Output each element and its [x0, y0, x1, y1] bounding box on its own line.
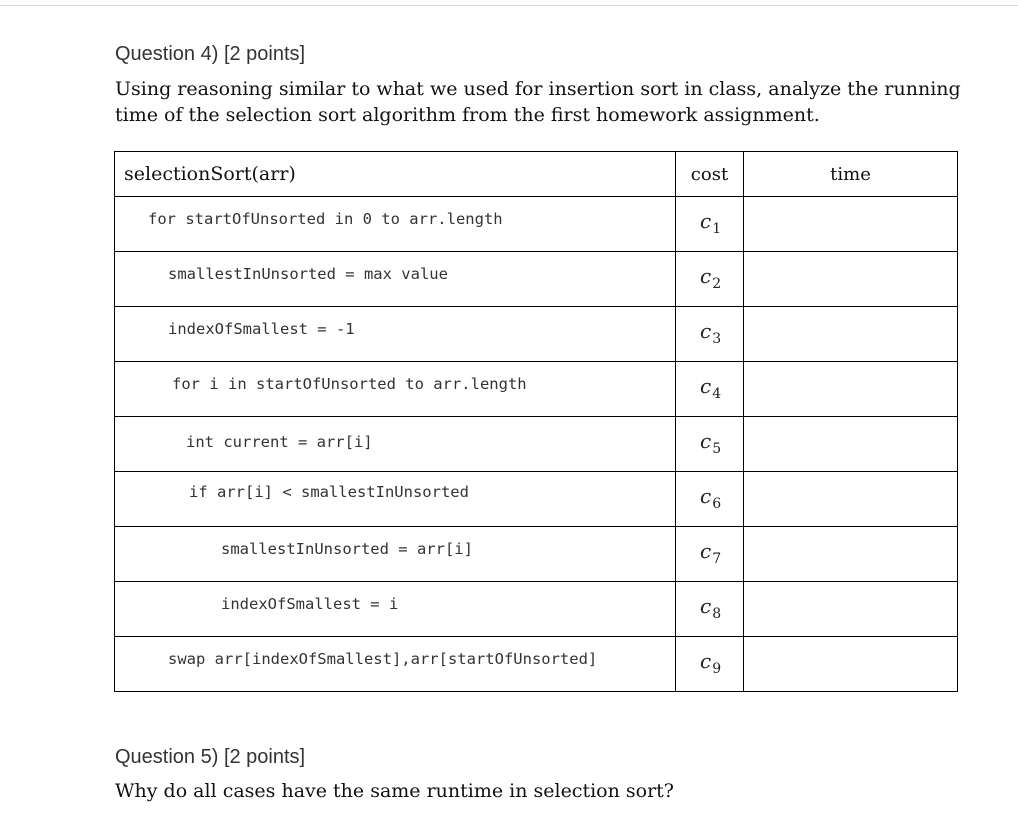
time-cell[interactable] [744, 252, 958, 307]
code-cell [115, 527, 676, 582]
question-5-text: Why do all cases have the same runtime in selection sort? [115, 780, 674, 802]
header-code: selectionSort(arr) [115, 152, 676, 197]
code-line: swap arr[indexOfSmallest],arr[startOfUnsorted] [168, 650, 598, 668]
code-cell [115, 362, 676, 417]
code-cell [115, 472, 676, 527]
code-line: indexOfSmallest = -1 [168, 320, 355, 338]
time-cell[interactable] [744, 582, 958, 637]
code-cell [115, 637, 676, 692]
code-cell [115, 252, 676, 307]
header-cost: cost [676, 152, 744, 197]
cost-symbol: $c_2$ [700, 264, 722, 292]
table-row [115, 582, 958, 637]
header-time: time [744, 152, 958, 197]
time-cell[interactable] [744, 527, 958, 582]
question-5-heading: Question 5) [2 points] [115, 746, 306, 768]
code-line: smallestInUnsorted = arr[i] [221, 540, 473, 558]
time-cell[interactable] [744, 197, 958, 252]
table-row [115, 527, 958, 582]
cost-symbol: $c_8$ [700, 594, 722, 622]
cost-cell [676, 307, 744, 362]
code-line: if arr[i] < smallestInUnsorted [189, 483, 469, 501]
question-4-text-line-2: time of the selection sort algorithm from the first homework assignment. [115, 104, 820, 126]
table-row [115, 637, 958, 692]
table-row [115, 417, 958, 472]
code-line: for i in startOfUnsorted to arr.length [172, 375, 527, 393]
cost-cell [676, 472, 744, 527]
code-line: for startOfUnsorted in 0 to arr.length [148, 210, 503, 228]
table-header-row [115, 152, 958, 197]
question-4-text [115, 76, 961, 128]
selection-sort-cost-table [114, 151, 958, 692]
cost-symbol: $c_9$ [700, 649, 722, 677]
table-row [115, 197, 958, 252]
code-line: indexOfSmallest = i [221, 595, 399, 613]
code-cell [115, 582, 676, 637]
cost-cell [676, 362, 744, 417]
top-divider [0, 5, 1018, 6]
code-line: int current = arr[i] [186, 433, 373, 451]
cost-symbol: $c_1$ [700, 209, 722, 237]
question-4-text-line-1: Using reasoning similar to what we used for insertion sort in class, analyze the running [115, 78, 961, 100]
code-cell [115, 307, 676, 362]
code-line: smallestInUnsorted = max value [168, 265, 448, 283]
cost-cell [676, 417, 744, 472]
table-row [115, 252, 958, 307]
cost-symbol: $c_3$ [700, 319, 722, 347]
code-cell [115, 197, 676, 252]
question-4-heading: Question 4) [2 points] [115, 43, 306, 65]
time-cell[interactable] [744, 307, 958, 362]
cost-cell [676, 197, 744, 252]
cost-symbol: $c_7$ [700, 539, 722, 567]
cost-cell [676, 252, 744, 307]
table-row [115, 472, 958, 527]
time-cell[interactable] [744, 362, 958, 417]
cost-cell [676, 582, 744, 637]
code-cell [115, 417, 676, 472]
cost-symbol: $c_4$ [700, 374, 722, 402]
cost-symbol: $c_6$ [700, 484, 722, 512]
table-row [115, 362, 958, 417]
cost-cell [676, 637, 744, 692]
cost-symbol: $c_5$ [700, 429, 722, 457]
time-cell[interactable] [744, 472, 958, 527]
time-cell[interactable] [744, 637, 958, 692]
time-cell[interactable] [744, 417, 958, 472]
cost-cell [676, 527, 744, 582]
table-row [115, 307, 958, 362]
